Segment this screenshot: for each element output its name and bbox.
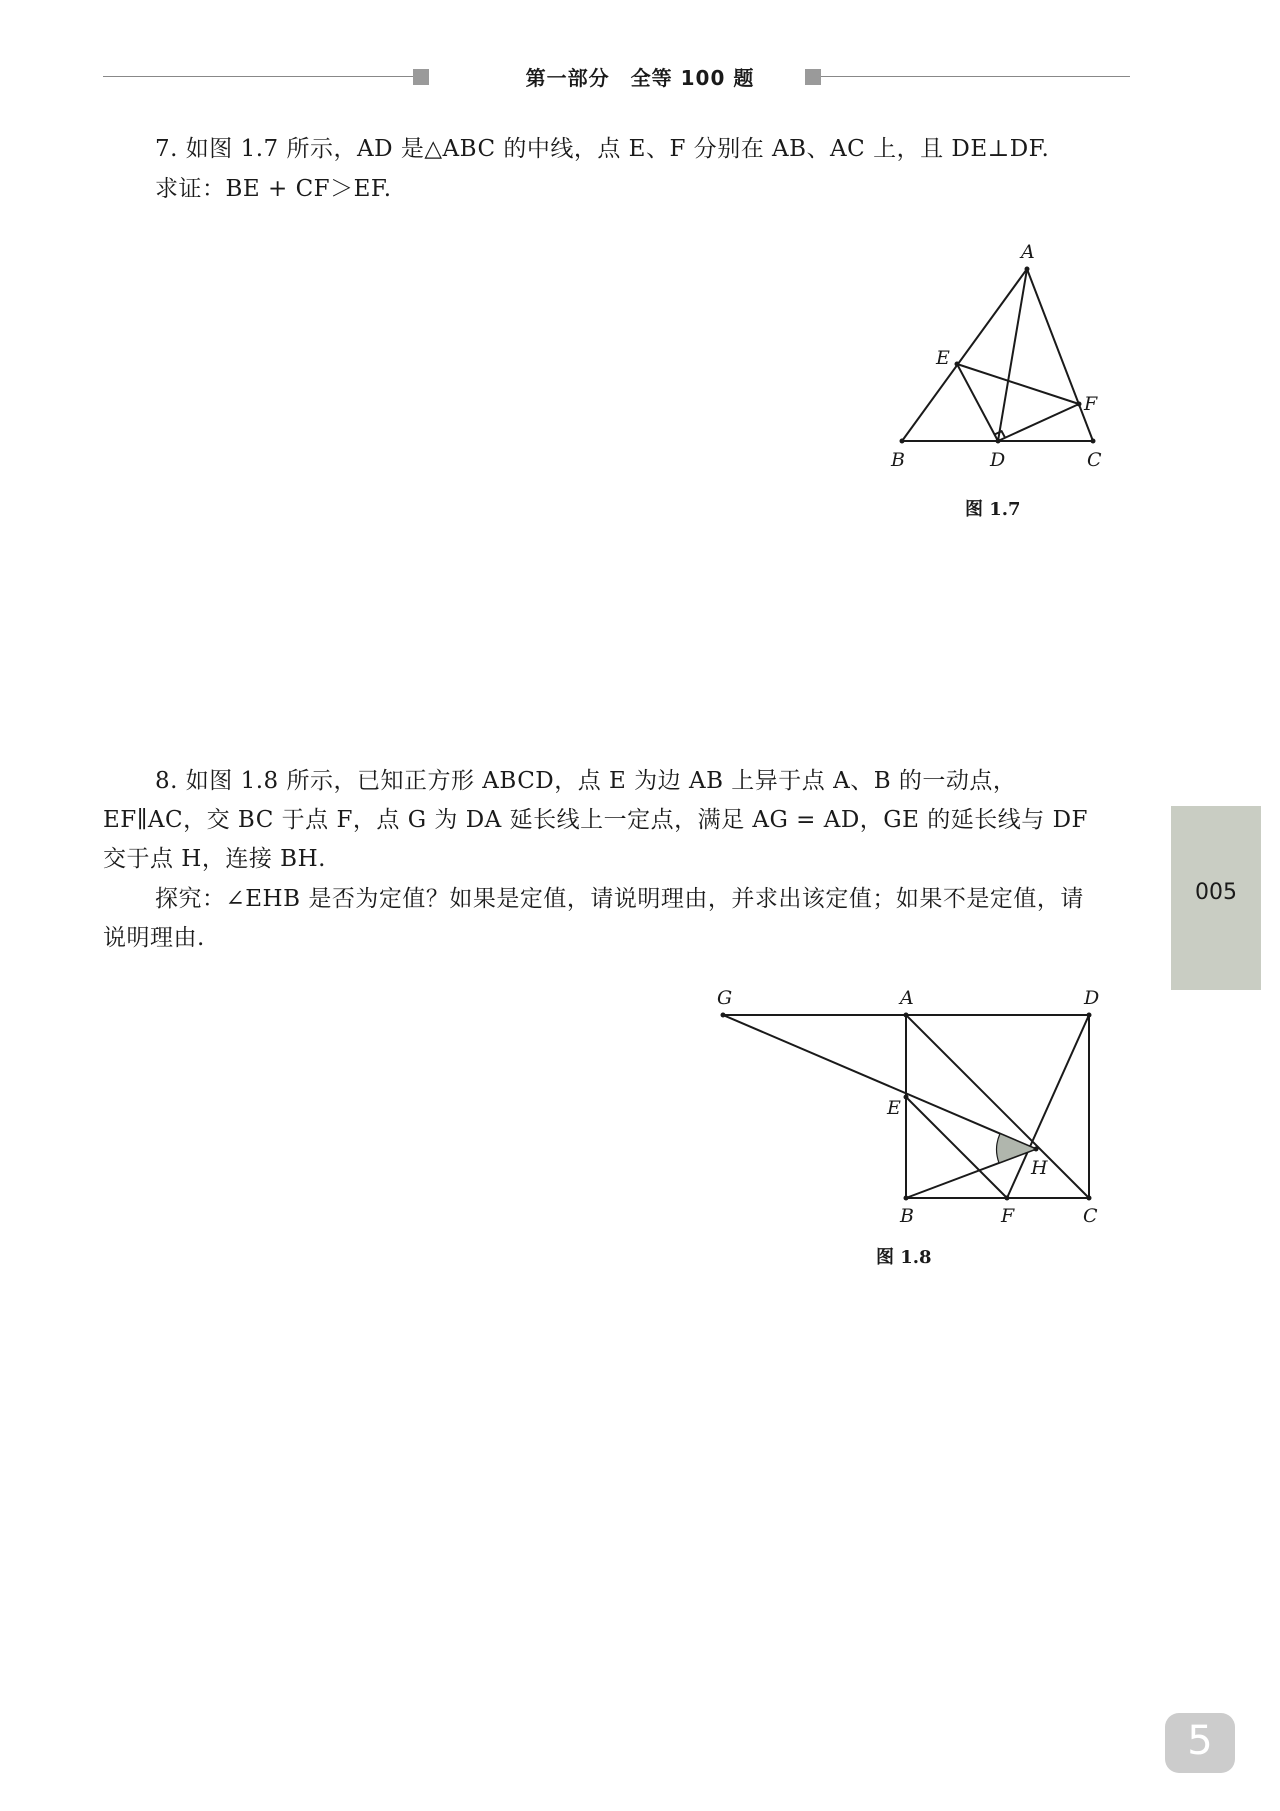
fig7-label-E: E [936, 347, 950, 369]
problem8-line3: 交于点 H，连接 BH. [103, 846, 326, 872]
figure-1-7 [870, 240, 1110, 480]
header-square-right [805, 69, 821, 85]
fig8-label-B: B [900, 1205, 914, 1227]
problem8-line5: 说明理由. [103, 925, 205, 951]
fig8-label-A: A [900, 987, 914, 1009]
fig8-label-D: D [1084, 987, 1100, 1009]
figure-1-8-caption: 图 1.8 [876, 1247, 932, 1268]
fig7-label-A: A [1021, 241, 1035, 263]
header-title: 第一部分 全等 100 题 [525, 66, 755, 90]
fig7-label-D: D [990, 449, 1006, 471]
fig8-label-F: F [1001, 1205, 1015, 1227]
fig8-label-E: E [887, 1097, 901, 1119]
problem7-line2: 求证：BE + CF＞EF. [155, 176, 392, 202]
header-rule-right [821, 76, 1130, 77]
problem8-line2: EF∥AC，交 BC 于点 F，点 G 为 DA 延长线上一定点，满足 AG = AD，GE 的延长线与 DF [103, 807, 1088, 833]
problem7-line1: 7. 如图 1.7 所示，AD 是△ABC 的中线，点 E、F 分别在 AB、AC 上，且 DE⊥DF. [155, 136, 1050, 162]
header-square-left [413, 69, 429, 85]
page-badge-number: 5 [1187, 1718, 1213, 1764]
header-rule-left [103, 76, 413, 77]
fig8-label-G: G [717, 987, 733, 1009]
problem8-line4: 探究：∠EHB 是否为定值？如果是定值，请说明理由，并求出该定值；如果不是定值，请 [155, 886, 1084, 912]
figure-1-8 [700, 985, 1120, 1230]
fig7-label-C: C [1087, 449, 1102, 471]
problem8-line1: 8. 如图 1.8 所示，已知正方形 ABCD，点 E 为边 AB 上异于点 A、B 的一动点， [155, 768, 1017, 794]
figure-1-7-caption: 图 1.7 [965, 499, 1021, 520]
fig8-label-H: H [1031, 1157, 1048, 1179]
side-tab-page-number: 005 [1195, 880, 1237, 905]
fig7-label-B: B [891, 449, 905, 471]
fig7-label-F: F [1084, 393, 1098, 415]
fig8-label-C: C [1083, 1205, 1098, 1227]
